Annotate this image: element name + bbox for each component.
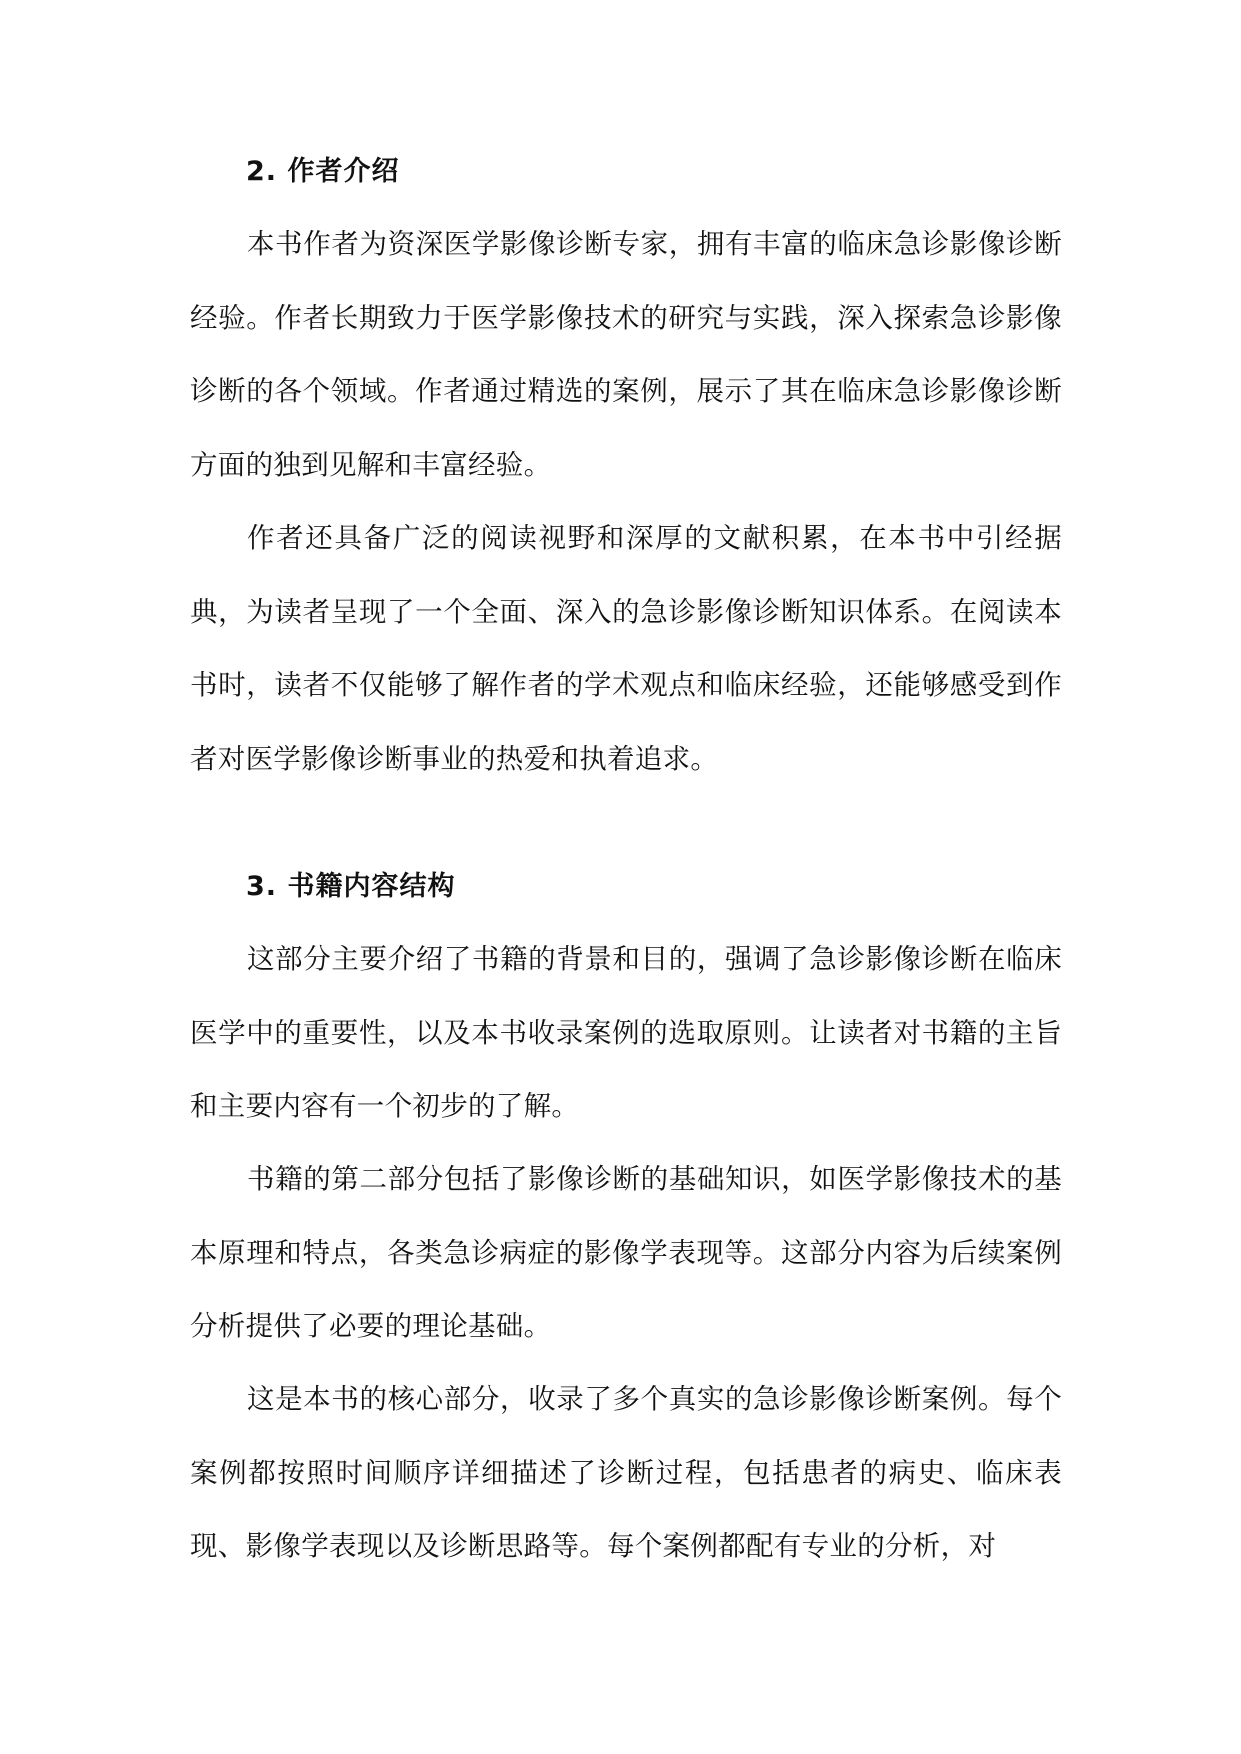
author-paragraph-1: 本书作者为资深医学影像诊断专家，拥有丰富的临床急诊影像诊断经验。作者长期致力于医学影像技术的研究与实践，深入探索急诊影像诊断的各个领域。作者通过精选的案例，展示了其在临床急诊影像诊断方面的独到见解和丰富经验。: [190, 228, 1062, 481]
section-heading-structure: 3. 书籍内容结构: [246, 871, 456, 902]
section-heading-author: 2. 作者介绍: [246, 156, 400, 187]
structure-paragraph-3: 这是本书的核心部分，收录了多个真实的急诊影像诊断案例。每个案例都按照时间顺序详细描述了诊断过程，包括患者的病史、临床表现、影像学表现以及诊断思路等。每个案例都配有专业的分析，对: [190, 1383, 1062, 1562]
structure-paragraph-2: 书籍的第二部分包括了影像诊断的基础知识，如医学影像技术的基本原理和特点，各类急诊病症的影像学表现等。这部分内容为后续案例分析提供了必要的理论基础。: [190, 1163, 1062, 1342]
structure-paragraph-1: 这部分主要介绍了书籍的背景和目的，强调了急诊影像诊断在临床医学中的重要性，以及本书收录案例的选取原则。让读者对书籍的主旨和主要内容有一个初步的了解。: [190, 943, 1062, 1122]
author-paragraph-2: 作者还具备广泛的阅读视野和深厚的文献积累，在本书中引经据典，为读者呈现了一个全面、深入的急诊影像诊断知识体系。在阅读本书时，读者不仅能够了解作者的学术观点和临床经验，还能够感受到作者对医学影像诊断事业的热爱和执着追求。: [190, 522, 1062, 775]
